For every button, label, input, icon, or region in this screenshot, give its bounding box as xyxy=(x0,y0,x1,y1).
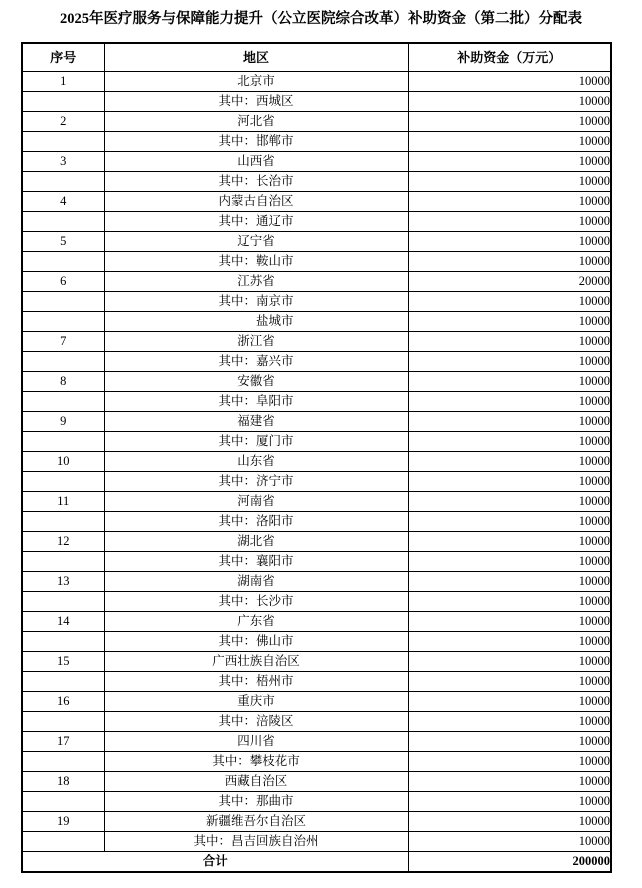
cell-amount: 10000 xyxy=(408,312,611,332)
table-row xyxy=(22,452,611,472)
cell-no xyxy=(22,552,104,572)
cell-no: 12 xyxy=(22,532,104,552)
cell-amount: 10000 xyxy=(408,652,611,672)
table-row xyxy=(22,172,611,192)
cell-no: 18 xyxy=(22,772,104,792)
cell-region: 四川省 xyxy=(104,732,408,752)
cell-no xyxy=(22,352,104,372)
cell-no: 4 xyxy=(22,192,104,212)
table-row xyxy=(22,152,611,172)
cell-no: 6 xyxy=(22,272,104,292)
cell-amount: 10000 xyxy=(408,152,611,172)
col-header-amount: 补助资金（万元） xyxy=(408,43,611,72)
table-row xyxy=(22,232,611,252)
table-row xyxy=(22,792,611,812)
cell-amount: 10000 xyxy=(408,432,611,452)
table-row xyxy=(22,712,611,732)
cell-no xyxy=(22,312,104,332)
cell-no xyxy=(22,132,104,152)
table-row xyxy=(22,252,611,272)
table-row xyxy=(22,832,611,852)
table-row xyxy=(22,212,611,232)
cell-region: 其中：阜阳市 xyxy=(104,392,408,412)
cell-no: 17 xyxy=(22,732,104,752)
cell-no: 10 xyxy=(22,452,104,472)
cell-region: 其中：长治市 xyxy=(104,172,408,192)
cell-no xyxy=(22,92,104,112)
cell-region: 湖南省 xyxy=(104,572,408,592)
cell-no xyxy=(22,432,104,452)
cell-region: 西藏自治区 xyxy=(104,772,408,792)
cell-amount: 10000 xyxy=(408,92,611,112)
table-row xyxy=(22,732,611,752)
cell-no: 9 xyxy=(22,412,104,432)
cell-region: 北京市 xyxy=(104,72,408,92)
cell-no: 3 xyxy=(22,152,104,172)
cell-region: 福建省 xyxy=(104,412,408,432)
cell-region: 内蒙古自治区 xyxy=(104,192,408,212)
cell-region: 其中：那曲市 xyxy=(104,792,408,812)
cell-no xyxy=(22,292,104,312)
table-row xyxy=(22,112,611,132)
cell-amount: 10000 xyxy=(408,672,611,692)
cell-no: 2 xyxy=(22,112,104,132)
cell-region: 河北省 xyxy=(104,112,408,132)
cell-region: 广东省 xyxy=(104,612,408,632)
cell-no: 1 xyxy=(22,72,104,92)
cell-region: 广西壮族自治区 xyxy=(104,652,408,672)
cell-region: 安徽省 xyxy=(104,372,408,392)
cell-region: 其中：通辽市 xyxy=(104,212,408,232)
cell-amount: 10000 xyxy=(408,232,611,252)
cell-region: 其中：涪陵区 xyxy=(104,712,408,732)
cell-amount: 10000 xyxy=(408,772,611,792)
table-row xyxy=(22,812,611,832)
total-label: 合计 xyxy=(22,852,408,873)
table-row xyxy=(22,332,611,352)
table-row xyxy=(22,472,611,492)
cell-region: 其中：济宁市 xyxy=(104,472,408,492)
cell-no xyxy=(22,792,104,812)
cell-amount: 10000 xyxy=(408,472,611,492)
table-row xyxy=(22,272,611,292)
cell-amount: 10000 xyxy=(408,632,611,652)
cell-amount: 10000 xyxy=(408,172,611,192)
cell-no xyxy=(22,752,104,772)
table-row xyxy=(22,432,611,452)
cell-amount: 10000 xyxy=(408,412,611,432)
cell-amount: 10000 xyxy=(408,292,611,312)
page-title: 2025年医疗服务与保障能力提升（公立医院综合改革）补助资金（第二批）分配表 xyxy=(60,11,582,27)
cell-no xyxy=(22,512,104,532)
table-row xyxy=(22,772,611,792)
cell-amount: 10000 xyxy=(408,192,611,212)
cell-no: 15 xyxy=(22,652,104,672)
cell-region: 其中：邯郸市 xyxy=(104,132,408,152)
cell-no xyxy=(22,392,104,412)
cell-amount: 10000 xyxy=(408,832,611,852)
cell-amount: 10000 xyxy=(408,592,611,612)
cell-no xyxy=(22,632,104,652)
cell-no xyxy=(22,472,104,492)
table-row xyxy=(22,612,611,632)
cell-no xyxy=(22,712,104,732)
cell-amount: 10000 xyxy=(408,612,611,632)
table-row xyxy=(22,652,611,672)
cell-region: 盐城市 xyxy=(104,312,408,332)
cell-amount: 10000 xyxy=(408,372,611,392)
cell-region: 重庆市 xyxy=(104,692,408,712)
cell-amount: 10000 xyxy=(408,532,611,552)
col-header-region: 地区 xyxy=(104,43,408,72)
table-row xyxy=(22,572,611,592)
table-row xyxy=(22,552,611,572)
cell-no: 16 xyxy=(22,692,104,712)
table-row xyxy=(22,752,611,772)
table-row xyxy=(22,192,611,212)
cell-region: 山东省 xyxy=(104,452,408,472)
cell-region: 新疆维吾尔自治区 xyxy=(104,812,408,832)
cell-amount: 10000 xyxy=(408,792,611,812)
cell-no xyxy=(22,592,104,612)
cell-region: 其中：攀枝花市 xyxy=(104,752,408,772)
table-row xyxy=(22,532,611,552)
cell-no xyxy=(22,212,104,232)
cell-region: 其中：西城区 xyxy=(104,92,408,112)
cell-amount: 10000 xyxy=(408,392,611,412)
cell-no: 19 xyxy=(22,812,104,832)
cell-region: 河南省 xyxy=(104,492,408,512)
cell-amount: 10000 xyxy=(408,352,611,372)
cell-amount: 10000 xyxy=(408,452,611,472)
cell-no: 11 xyxy=(22,492,104,512)
table-row xyxy=(22,72,611,92)
total-row xyxy=(22,852,611,873)
cell-region: 其中：梧州市 xyxy=(104,672,408,692)
cell-amount: 10000 xyxy=(408,112,611,132)
cell-no xyxy=(22,832,104,852)
table-row xyxy=(22,292,611,312)
cell-no: 8 xyxy=(22,372,104,392)
cell-region: 其中：鞍山市 xyxy=(104,252,408,272)
table-row xyxy=(22,392,611,412)
cell-no xyxy=(22,252,104,272)
cell-region: 其中：襄阳市 xyxy=(104,552,408,572)
cell-region: 其中：洛阳市 xyxy=(104,512,408,532)
cell-amount: 10000 xyxy=(408,512,611,532)
header-row xyxy=(22,43,611,72)
cell-amount: 10000 xyxy=(408,692,611,712)
cell-region: 其中：佛山市 xyxy=(104,632,408,652)
table-row xyxy=(22,312,611,332)
cell-region: 其中：南京市 xyxy=(104,292,408,312)
table-row xyxy=(22,412,611,432)
allocation-table xyxy=(21,42,612,873)
cell-amount: 10000 xyxy=(408,752,611,772)
table-row xyxy=(22,672,611,692)
cell-amount: 10000 xyxy=(408,812,611,832)
table-row xyxy=(22,632,611,652)
cell-region: 浙江省 xyxy=(104,332,408,352)
cell-region: 其中：长沙市 xyxy=(104,592,408,612)
cell-region: 辽宁省 xyxy=(104,232,408,252)
cell-region: 其中：嘉兴市 xyxy=(104,352,408,372)
table-row xyxy=(22,352,611,372)
cell-amount: 20000 xyxy=(408,272,611,292)
cell-amount: 10000 xyxy=(408,332,611,352)
cell-amount: 10000 xyxy=(408,72,611,92)
col-header-no: 序号 xyxy=(22,43,104,72)
cell-no xyxy=(22,672,104,692)
cell-amount: 10000 xyxy=(408,572,611,592)
cell-no: 7 xyxy=(22,332,104,352)
cell-no: 5 xyxy=(22,232,104,252)
cell-amount: 10000 xyxy=(408,132,611,152)
cell-no xyxy=(22,172,104,192)
table-row xyxy=(22,492,611,512)
cell-region: 江苏省 xyxy=(104,272,408,292)
cell-no: 14 xyxy=(22,612,104,632)
cell-region: 其中：昌吉回族自治州 xyxy=(104,832,408,852)
cell-no: 13 xyxy=(22,572,104,592)
cell-amount: 10000 xyxy=(408,212,611,232)
cell-amount: 10000 xyxy=(408,552,611,572)
cell-amount: 10000 xyxy=(408,712,611,732)
table-row xyxy=(22,372,611,392)
cell-amount: 10000 xyxy=(408,732,611,752)
table-row xyxy=(22,92,611,112)
cell-amount: 10000 xyxy=(408,252,611,272)
table-row xyxy=(22,132,611,152)
table-row xyxy=(22,592,611,612)
cell-amount: 10000 xyxy=(408,492,611,512)
table-row xyxy=(22,512,611,532)
total-amount: 200000 xyxy=(408,852,611,873)
cell-region: 山西省 xyxy=(104,152,408,172)
table-row xyxy=(22,692,611,712)
cell-region: 其中：厦门市 xyxy=(104,432,408,452)
cell-region: 湖北省 xyxy=(104,532,408,552)
